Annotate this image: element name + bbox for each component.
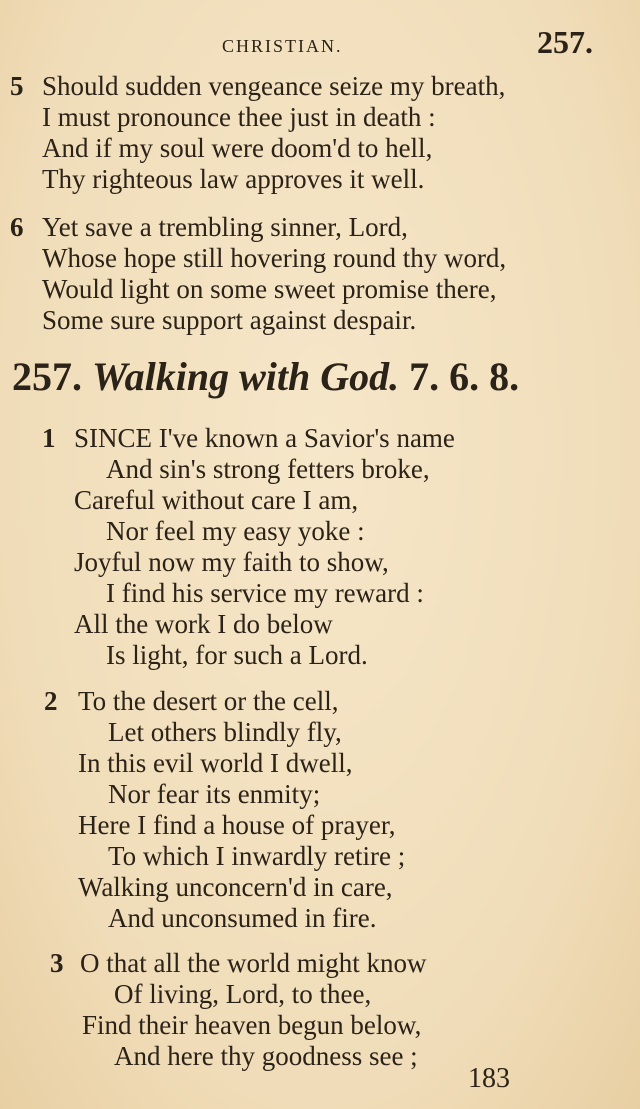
stanza-line: O that all the world might know bbox=[80, 948, 427, 978]
running-header-title: CHRISTIAN. bbox=[222, 36, 343, 56]
hymn-meter: 7. 6. 8. bbox=[409, 354, 520, 399]
stanza-line: Some sure support against despair. bbox=[42, 305, 417, 335]
running-header-hymn-number: 257. bbox=[537, 24, 593, 60]
stanza-line: Nor fear its enmity; bbox=[108, 779, 321, 809]
stanza-line: Should sudden vengeance seize my breath, bbox=[42, 71, 506, 101]
stanza-number: 1 bbox=[42, 423, 56, 453]
hymn-number: 257. bbox=[12, 354, 82, 399]
hymn-heading bbox=[12, 355, 519, 399]
stanza-line: Is light, for such a Lord. bbox=[106, 640, 368, 670]
stanza-number: 6 bbox=[10, 212, 24, 242]
stanza-line: I find his service my reward : bbox=[106, 578, 424, 608]
stanza-line: And sin's strong fetters broke, bbox=[106, 454, 430, 484]
stanza-line: Would light on some sweet promise there, bbox=[42, 274, 497, 304]
stanza-line: Walking unconcern'd in care, bbox=[78, 872, 393, 902]
stanza-line: Yet save a trembling sinner, Lord, bbox=[42, 212, 408, 242]
stanza-line: Here I find a house of prayer, bbox=[78, 810, 396, 840]
stanza-line: In this evil world I dwell, bbox=[78, 748, 353, 778]
stanza-line: Careful without care I am, bbox=[74, 485, 359, 515]
stanza-line: Let others blindly fly, bbox=[108, 717, 342, 747]
hymn-title: Walking with God. bbox=[92, 354, 400, 399]
stanza-number: 2 bbox=[44, 686, 58, 716]
stanza-line: And if my soul were doom'd to hell, bbox=[42, 133, 433, 163]
stanza-line: And unconsumed in fire. bbox=[108, 903, 377, 933]
stanza-line: Joyful now my faith to show, bbox=[74, 547, 389, 577]
stanza-line: And here thy goodness see ; bbox=[114, 1041, 418, 1071]
stanza-line: To which I inwardly retire ; bbox=[108, 841, 406, 871]
stanza-line: Find their heaven begun below, bbox=[82, 1010, 422, 1040]
stanza-line: I must pronounce thee just in death : bbox=[42, 102, 436, 132]
stanza-line: To the desert or the cell, bbox=[78, 686, 339, 716]
stanza-line: All the work I do below bbox=[74, 609, 333, 639]
stanza-line: Nor feel my easy yoke : bbox=[106, 516, 365, 546]
stanza-line: Whose hope still hovering round thy word, bbox=[42, 243, 507, 273]
stanza-number: 3 bbox=[50, 948, 64, 978]
stanza-number: 5 bbox=[10, 71, 24, 101]
stanza-line: SINCE I've known a Savior's name bbox=[74, 423, 455, 453]
stanza-line: Thy righteous law approves it well. bbox=[42, 164, 425, 194]
stanza-line: Of living, Lord, to thee, bbox=[114, 979, 372, 1009]
page-number: 183 bbox=[468, 1063, 510, 1094]
